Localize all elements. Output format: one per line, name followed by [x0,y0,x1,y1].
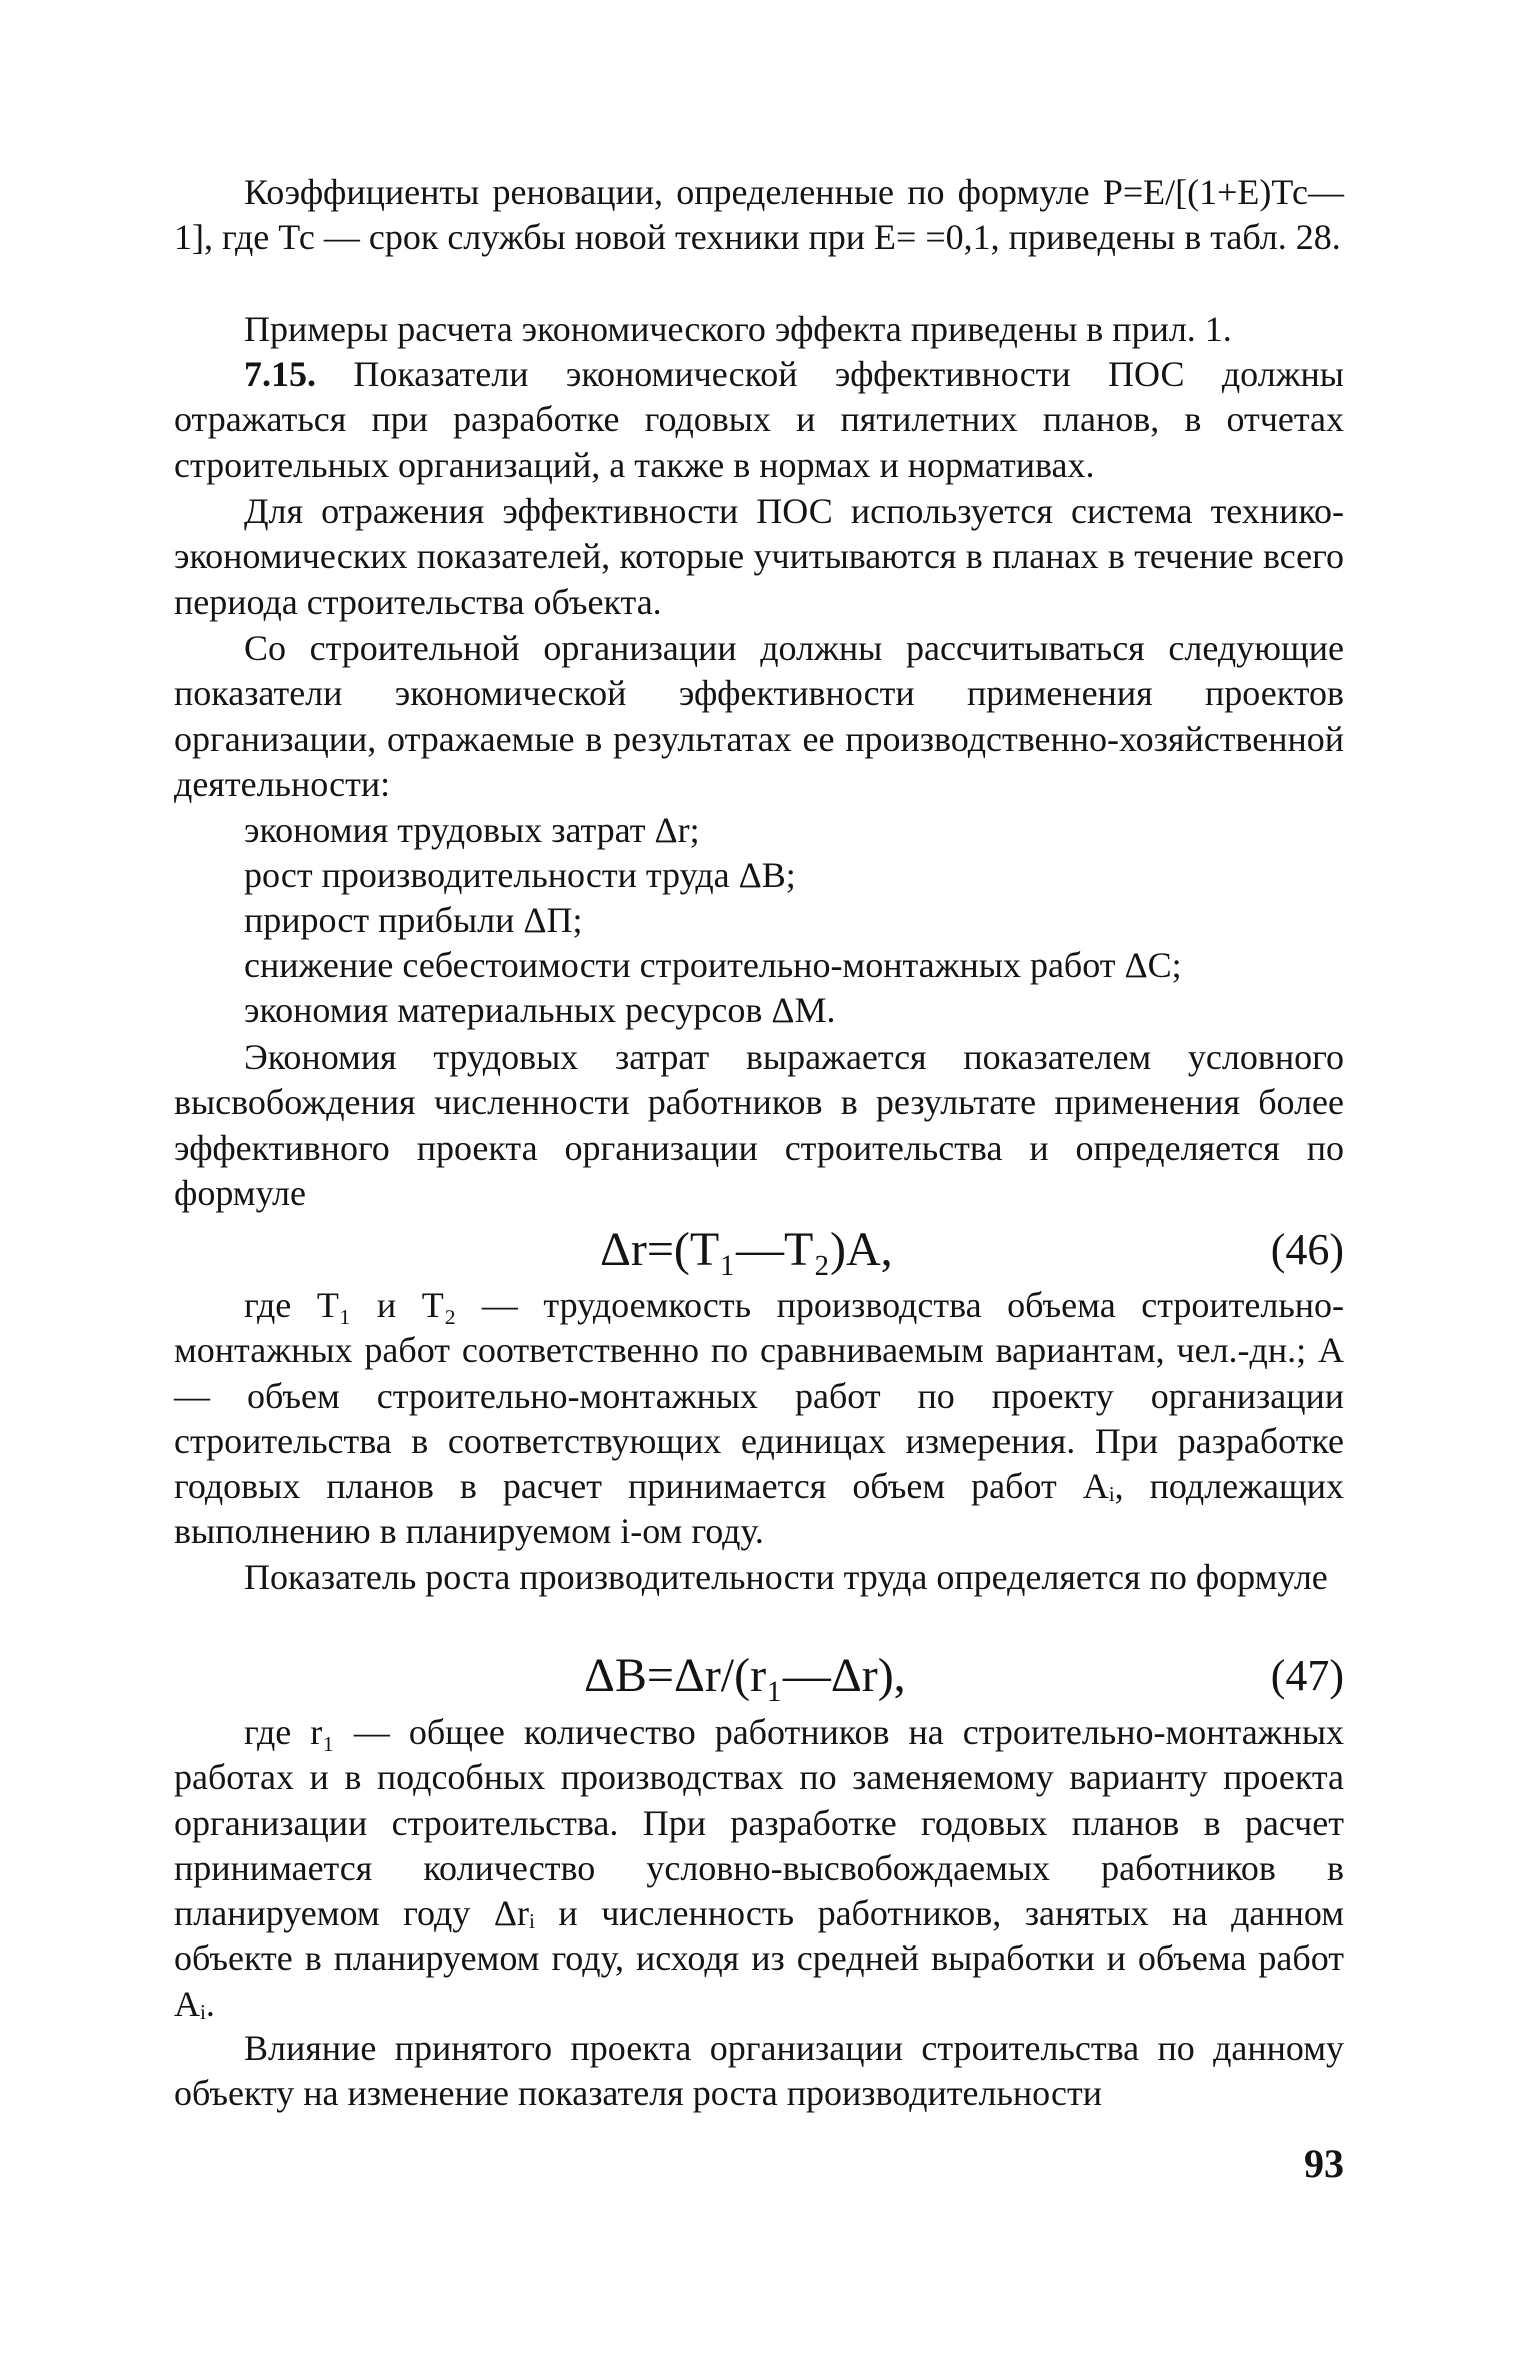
paragraph-section-7-15 [174,352,1344,488]
indicator-item: экономия материальных ресурсов ΔМ. [244,990,836,1030]
indicator-item: снижение себестоимости строительно-монтажных работ ΔС; [244,945,1182,985]
indicator-item: прирост прибыли ΔП; [244,900,583,940]
paragraph-labor-savings: Экономия трудовых затрат выражается показателем условного высвобождения численности работников в результате применения более эффективного проекта организации строительства и определяется по формуле [174,1037,1344,1213]
formula-46: Δr=(Т₁—Т₂)А, [600,1223,893,1276]
indicator-item: рост производительности труда ΔВ; [244,855,796,895]
indicator-item: экономия трудовых затрат Δr; [244,810,700,850]
paragraph-where-47: где r₁ — общее количество работников на строительно-монтажных работах и в подсобных производствах по заменяемому варианту проекта организации строительства. При разработке годовых планов в расчет принимается количество условно-высвобождаемых работников в планируемом году Δrᵢ и численность работников, занятых на данном объекте в планируемом году, исходя из средней выработки и объема работ Аᵢ. [174,1712,1344,2024]
formula-47: ΔВ=Δr/(r₁—Δr), [584,1649,906,1702]
formula-46-number: (46) [1270,1225,1344,1274]
section-text: Показатели экономической эффективности ПОС должны отражаться при разработке годовых и пятилетних планов, в отчетах строительных организаций, а также в нормах и нормативах. [174,354,1344,485]
paragraph-examples: Примеры расчета экономического эффекта приведены в прил. 1. [244,309,1232,349]
paragraph-productivity: Показатель роста производительности труда определяется по формуле [244,1557,1328,1597]
paragraph-influence: Влияние принятого проекта организации строительства по данному объекту на изменение показателя роста производительности [174,2028,1344,2114]
paragraph-intro: Со строительной организации должны рассчитываться следующие показатели экономической эффективности применения проектов организации, отражаемые в результатах ее производственно-хозяйственной деятельности: [174,628,1344,804]
paragraph-system: Для отражения эффективности ПОС используется система технико-экономических показателей, которые учитываются в планах в течение всего периода строительства объекта. [174,491,1344,622]
paragraph-where-46: где Т₁ и Т₂ — трудоемкость производства объема строительно-монтажных работ соответственно по сравниваемым вариантам, чел.-дн.; А — объем строительно-монтажных работ по проекту организации строительства в соответствующих единицах измерения. При разработке годовых планов в расчет принимается объем работ Аᵢ, подлежащих выполнению в планируемом i-ом году. [174,1285,1344,1552]
section-number: 7.15. [244,354,316,394]
paragraph-renovation: Коэффициенты реновации, определенные по формуле Р=Е/[(1+Е)Тс—1], где Тс — срок службы новой техники при Е= =0,1, приведены в табл. 28. [174,172,1344,258]
page-number: 93 [1304,2141,1344,2186]
formula-47-number: (47) [1270,1651,1344,1700]
